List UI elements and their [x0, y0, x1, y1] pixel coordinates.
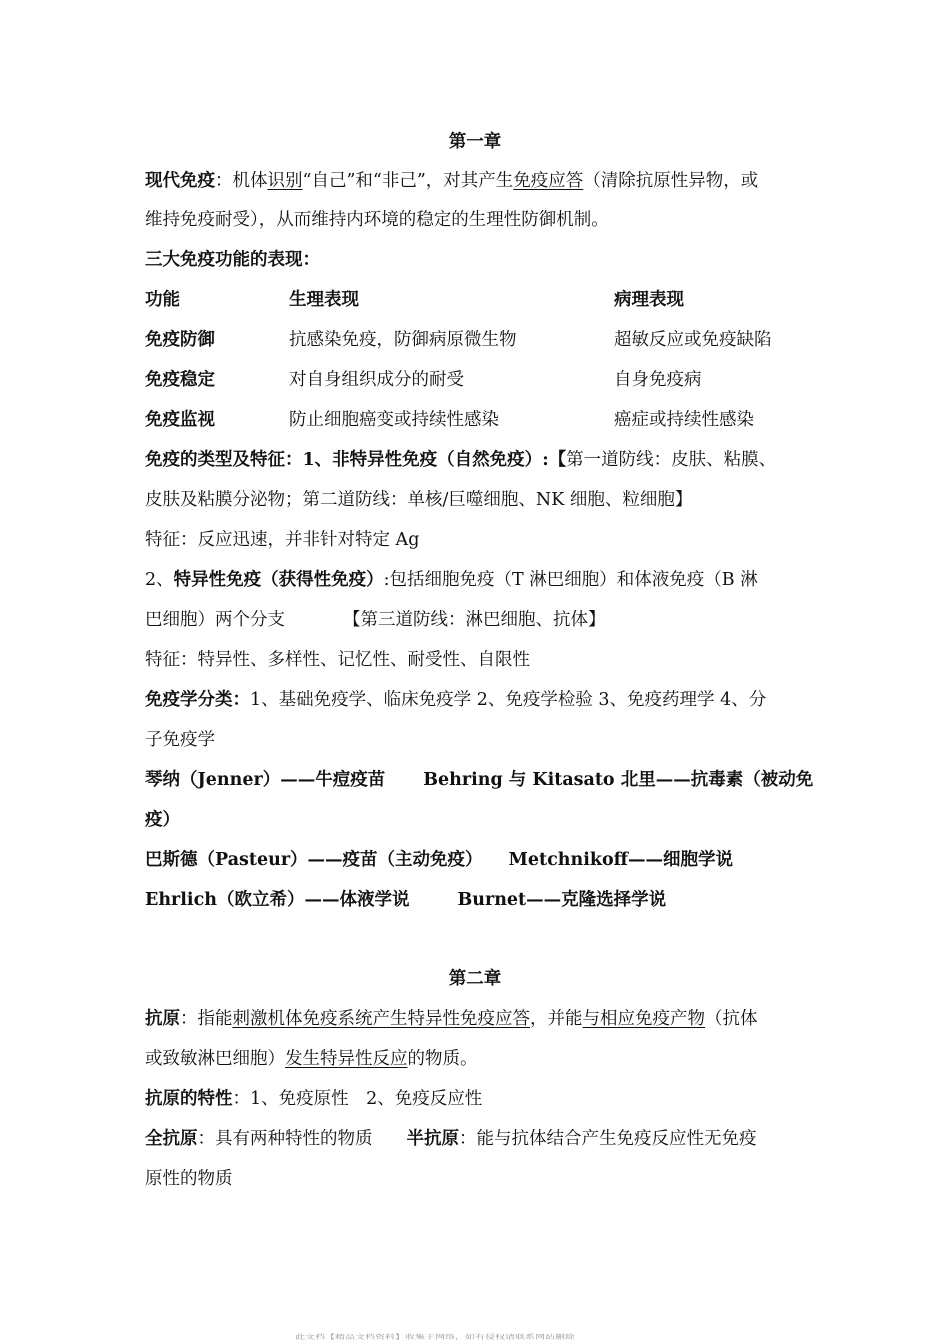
- history-behring: Behring 与 Kitasato 北里——抗毒素（被动免: [423, 770, 814, 790]
- definition-line2: 维持免疫耐受），从而维持内环境的稳定的生理性防御机制。: [145, 210, 609, 230]
- cell-physiological: 对自身组织成分的耐受: [289, 370, 464, 390]
- specific-text: :包括细胞免疫（T 淋巴细胞）和体液免疫（B 淋: [383, 570, 758, 590]
- specific-heading: 特异性免疫（获得性免疫）: [173, 570, 384, 590]
- table-row: [145, 369, 702, 391]
- def-colon: ：: [215, 171, 233, 191]
- antigen-colon: ：: [180, 1009, 198, 1029]
- underlined-stimulate: 刺激机体免疫系统产生特异性免疫应答: [232, 1009, 530, 1029]
- header-physiological: 生理表现: [289, 290, 359, 310]
- types-line2: 皮肤及粘膜分泌物；第二道防线：单核/巨噬细胞、NK 细胞、粒细胞】: [145, 490, 693, 510]
- types-first-line: 第一道防线：皮肤、粘膜、: [566, 450, 777, 470]
- history-line1-cont: 疫）: [145, 810, 180, 830]
- underlined-immune-response: 免疫应答: [513, 171, 584, 191]
- underlined-recognize: 识别: [267, 171, 303, 191]
- history-metchnikoff: Metchnikoff——细胞学说: [508, 850, 734, 870]
- cell-function: 免疫稳定: [145, 370, 215, 390]
- complete-half-antigen: [145, 1128, 757, 1150]
- antigen-text-d: 或致敏淋巴细胞）: [145, 1049, 285, 1069]
- specific-feature: 特征：特异性、多样性、记忆性、耐受性、自限性: [145, 650, 530, 670]
- specific-immunity-paragraph: [145, 569, 758, 591]
- properties-text: ：1、免疫原性 2、免疫反应性: [232, 1089, 483, 1109]
- functions-heading: 三大免疫功能的表现：: [145, 250, 320, 270]
- def-text-a: 机体: [232, 171, 268, 191]
- cell-function: 免疫防御: [145, 330, 215, 350]
- immunity-types-paragraph: [145, 449, 776, 471]
- half-antigen-line2: 原性的物质: [145, 1169, 233, 1189]
- antigen-text-b: ，并能: [530, 1009, 583, 1029]
- third-line-defense: 【第三道防线：淋巴细胞、抗体】: [343, 610, 606, 630]
- specific-line2: [145, 609, 606, 631]
- cell-pathological: 自身免疫病: [614, 370, 702, 390]
- history-burnet: Burnet——克隆选择学说: [457, 890, 667, 910]
- table-row: [145, 329, 772, 351]
- modern-immunity-definition: [145, 170, 758, 192]
- antigen-definition-line2: [145, 1048, 478, 1070]
- term-antigen: 抗原: [145, 1009, 180, 1029]
- complete-antigen-text: ：具有两种特性的物质: [197, 1129, 373, 1149]
- term-modern-immunity: 现代免疫: [145, 171, 215, 191]
- cell-physiological: 防止细胞癌变或持续性感染: [289, 410, 499, 430]
- cell-pathological: 超敏反应或免疫缺陷: [614, 330, 772, 350]
- history-pasteur: 巴斯德（Pasteur）——疫苗（主动免疫）: [145, 850, 483, 870]
- immunology-classification: [145, 689, 766, 711]
- properties-heading: 抗原的特性: [145, 1089, 233, 1109]
- classification-line2: 子免疫学: [145, 730, 215, 750]
- header-pathological: 病理表现: [614, 290, 684, 310]
- specific-branches: 巴细胞）两个分支: [145, 610, 285, 630]
- half-antigen-text: ：能与抗体结合产生免疫反应性无免疫: [459, 1129, 757, 1149]
- def-text-b: “自己”和“非己”，对其产生: [302, 171, 514, 191]
- classification-heading: 免疫学分类：: [145, 690, 250, 710]
- cell-physiological: 抗感染免疫，防御病原微生物: [289, 330, 517, 350]
- def-text-c: （清除抗原性异物，或: [583, 171, 759, 191]
- cell-function: 免疫监视: [145, 410, 215, 430]
- antigen-definition: [145, 1008, 758, 1030]
- header-function: 功能: [145, 290, 180, 310]
- classification-text: 1、基础免疫学、临床免疫学 2、免疫学检验 3、免疫药理学 4、分: [250, 690, 767, 710]
- nonspecific-feature: 特征：反应迅速，并非针对特定 Ag: [145, 530, 420, 550]
- types-bracket: :【: [542, 450, 567, 470]
- history-ehrlich: Ehrlich（欧立希）——体液学说: [145, 890, 410, 910]
- types-heading: 免疫的类型及特征：1、非特异性免疫（自然免疫）: [145, 450, 543, 470]
- table-row: [145, 409, 754, 431]
- underlined-products: 与相应免疫产物: [582, 1009, 705, 1029]
- specific-number: 2、: [145, 570, 174, 590]
- antigen-text-a: 指能: [197, 1009, 233, 1029]
- antigen-properties: [145, 1088, 482, 1110]
- chapter2-title: 第二章: [448, 969, 502, 989]
- chapter1-title: 第一章: [448, 132, 502, 152]
- complete-antigen-term: 全抗原: [145, 1129, 198, 1149]
- antigen-text-c: （抗体: [705, 1009, 758, 1029]
- cell-pathological: 癌症或持续性感染: [614, 410, 754, 430]
- history-jenner: 琴纳（Jenner）——牛痘疫苗: [145, 770, 386, 790]
- page-footer: 此文档【精品文档资料】收集于网络，如有侵权请联系网站删除: [295, 1334, 575, 1341]
- history-line1: [145, 769, 813, 791]
- history-line2: [145, 849, 733, 871]
- history-line3: [145, 889, 666, 911]
- table-header-row: [145, 289, 684, 311]
- underlined-specific-reaction: 发生特异性反应: [285, 1049, 408, 1069]
- half-antigen-term: 半抗原: [406, 1129, 459, 1149]
- antigen-text-e: 的物质。: [407, 1049, 478, 1069]
